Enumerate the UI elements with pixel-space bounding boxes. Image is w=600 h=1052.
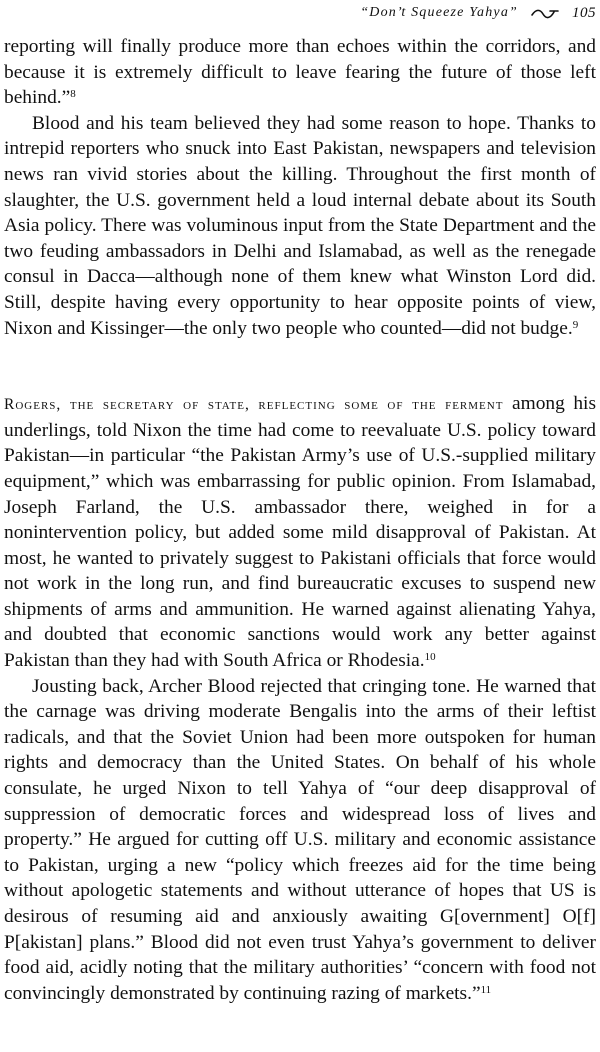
main-text: [4, 34, 596, 1006]
squiggle-ornament-icon: [530, 6, 560, 20]
paragraph-4: [4, 674, 596, 1007]
paragraph-2-text: Blood and his team believed they had some reason to hope. Thanks to intrepid reporters who snuck into East Pakistan, newspapers and television news ran vivid stories about the killing. Throughout the first month of slaughter, the U.S. government held a loud internal debate about its South Asia policy. There was voluminous input from the State Department and the two feuding ambassadors in Delhi and Islamabad, as well as the renegade consul in Dacca—although none of them knew what Winston Lord did. Still, despite having every opportunity to hear opposite points of view, Nixon and Kissinger—the only two people who counted—did not budge.: [4, 112, 596, 339]
page-number: 105: [572, 4, 596, 21]
paragraph-2: [4, 111, 596, 341]
footnote-marker-8: 8: [70, 88, 76, 101]
paragraph-1: [4, 34, 596, 111]
paragraph-3: [4, 391, 596, 674]
footnote-marker-11: 11: [480, 983, 492, 996]
footnote-marker-10: 10: [424, 651, 436, 664]
section-break: [4, 341, 596, 391]
footnote-marker-9: 9: [572, 318, 579, 331]
running-title: “Don’t Squeeze Yahya”: [360, 5, 518, 20]
running-head: [360, 0, 596, 26]
paragraph-3-text: among his underlings, told Nixon the time had come to reevaluate U.S. policy toward Pakistan—in particular “the Pakistan Army’s use of U.S.-supplied military equipment,” which was embarrassing for public opinion. From Islamabad, Joseph Farland, the U.S. ambassador there, weighed in for a nonintervention policy, but added some mild disapproval of Pakistan. At most, he wanted to privately suggest to Pakistani officials that force would not work in the long run, and find bureaucratic excuses to suspend new shipments of arms and ammunition. He warned against alienating Yahya, and doubted that economic sanctions would work any better against Pakistan than they had with South Africa or Rhodesia.: [4, 393, 596, 672]
paragraph-1-text: reporting will finally produce more than echoes within the corridors, and because it is extremely difficult to leave fearing the future of those left behind.”: [4, 36, 596, 109]
section-lead-in: Rogers, the secretary of state, reflecting some of the ferment: [4, 396, 504, 414]
paragraph-4-text: Jousting back, Archer Blood rejected that cringing tone. He warned that the carnage was driving moderate Bengalis into the arms of their leftist radicals, and that the Soviet Union had been more outspoken for human rights and democracy than the United States. On behalf of his whole consulate, he urged Nixon to tell Yahya of “our deep disapproval of suppression of democratic forces and widespread loss of lives and property.” He argued for cutting off U.S. military and economic assistance to Pakistan, urging a new “policy which freezes aid for the time being without apologetic statements and without utterance of hopes that US is desirous of resuming aid and anxiously awaiting G[overnment] O[f] P[akistan] plans.” Blood did not even trust Yahya’s government to deliver food aid, acidly noting that the military authorities’ “concern with food not convincingly demonstrated by continuing razing of markets.”: [4, 675, 596, 1004]
